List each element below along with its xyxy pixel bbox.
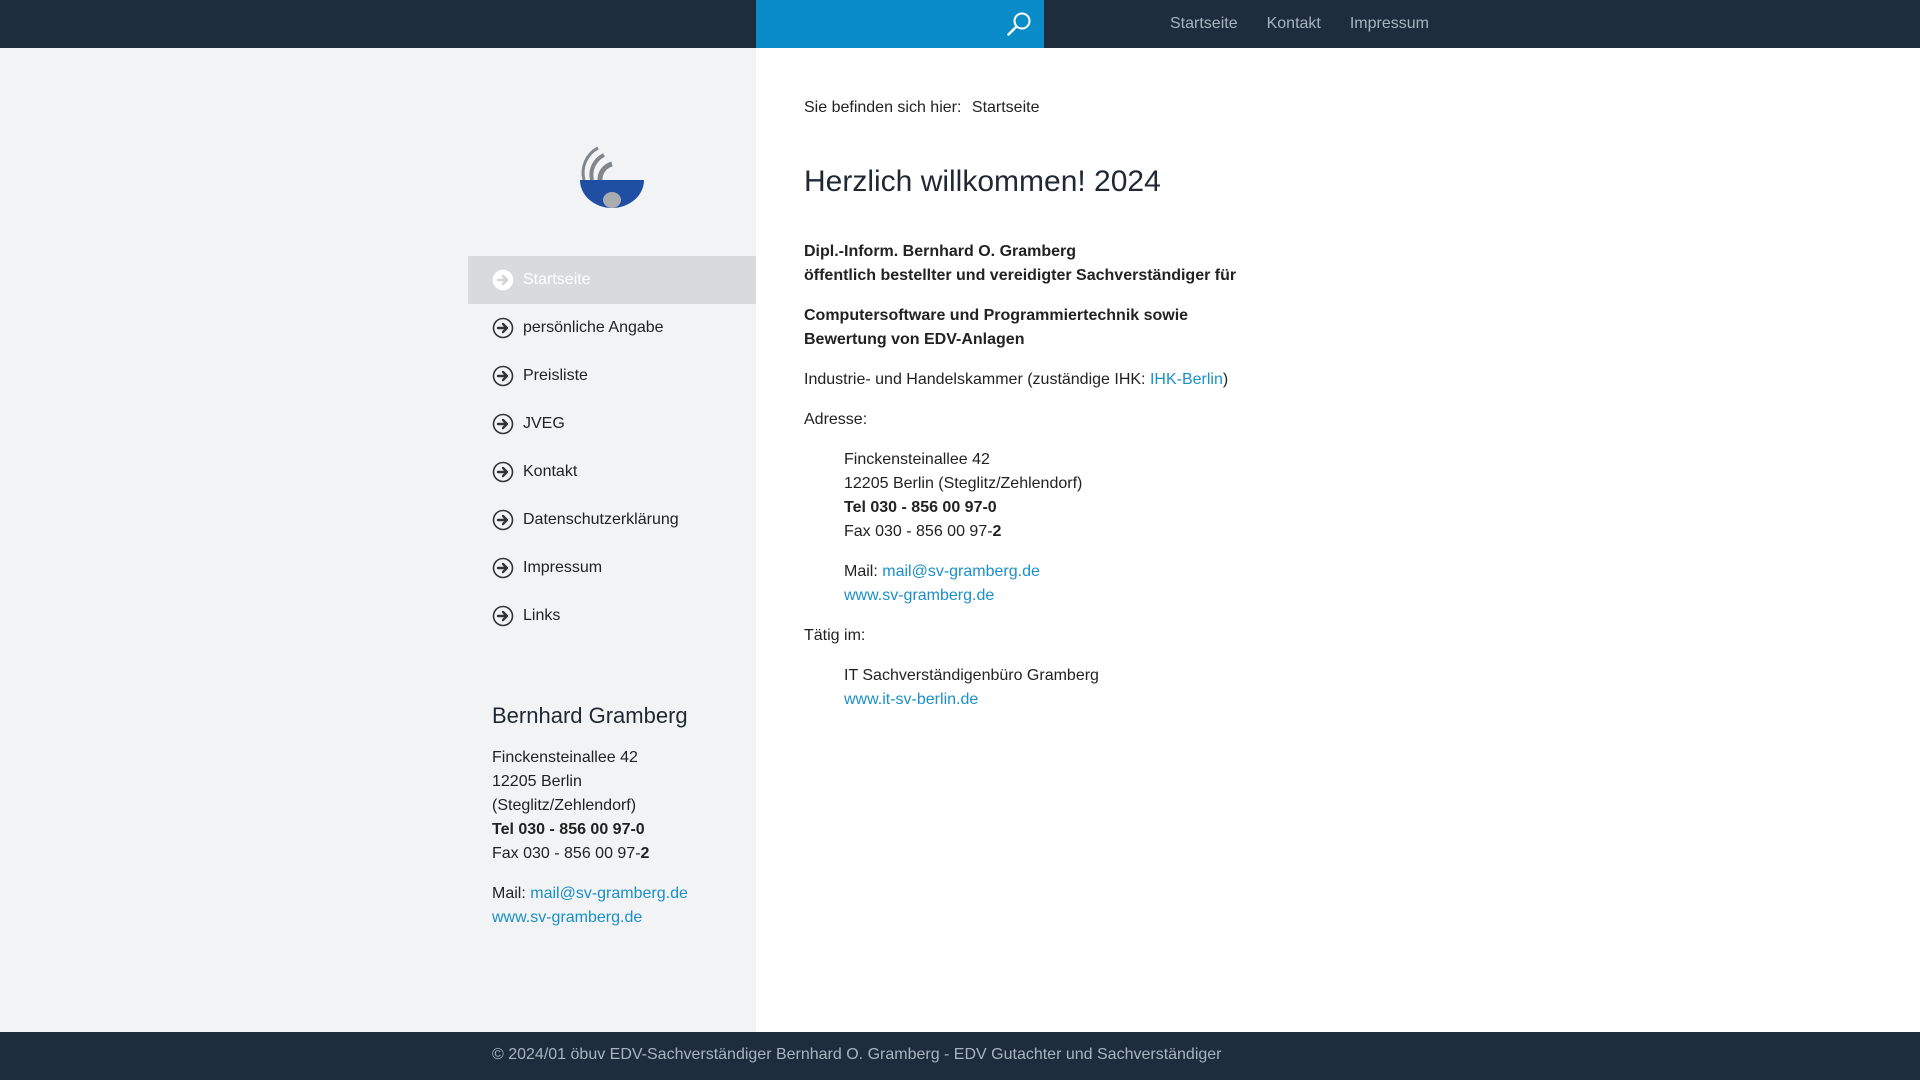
sidebar-item-label: persönliche Angabe: [523, 319, 664, 336]
sidebar-contact-district: (Steglitz/Zehlendorf): [492, 797, 637, 814]
ihk-close: ): [1222, 371, 1229, 388]
breadcrumb-label: Sie befinden sich hier:: [804, 99, 962, 116]
breadcrumb-current: Startseite: [971, 99, 1040, 116]
search-button[interactable]: [1002, 8, 1036, 40]
contact-block: [804, 560, 1404, 608]
sidebar-contact-mail: [492, 882, 742, 906]
address-street: Finckensteinallee 42: [844, 451, 990, 468]
top-nav-impressum[interactable]: Impressum: [1349, 15, 1429, 32]
search-box: [756, 0, 1044, 48]
address-label: Adresse:: [804, 411, 868, 428]
fax-suffix: 2: [992, 523, 1002, 540]
active-label: Tätig im:: [804, 627, 866, 644]
address-block: [804, 448, 1404, 544]
sidebar-contact-fax: [492, 842, 742, 866]
sidebar-item-startseite[interactable]: [468, 256, 756, 304]
address-tel: Tel 030 - 856 00 97-0: [844, 499, 997, 516]
sidebar-item-links[interactable]: [468, 592, 756, 640]
sidebar-contact-tel: Tel 030 - 856 00 97-0: [492, 821, 645, 838]
office-block: [804, 664, 1404, 712]
sidebar-item-label: Preisliste: [523, 367, 588, 384]
field-line-1: Computersoftware und Programmiertechnik sowie: [804, 307, 1189, 324]
sidebar-item-label: Startseite: [523, 271, 591, 288]
sidebar-item-persoenliche-angabe[interactable]: [468, 304, 756, 352]
sidebar-contact: [492, 700, 742, 930]
logo[interactable]: [578, 142, 646, 210]
search-input[interactable]: [756, 0, 996, 48]
arrow-right-circle-icon: [492, 605, 514, 627]
address-fax: [844, 520, 1404, 544]
sidebar-fax-prefix: Fax 030 - 856 00 97-: [492, 845, 641, 862]
sidebar-mail-label: Mail:: [492, 885, 526, 902]
sidebar-item-label: Kontakt: [523, 463, 578, 480]
sidebar-item-impressum[interactable]: [468, 544, 756, 592]
arrow-right-circle-icon: [492, 269, 514, 291]
page-body: [804, 240, 1404, 728]
arrow-right-circle-icon: [492, 365, 514, 387]
sidebar-contact-street: Finckensteinallee 42: [492, 749, 638, 766]
breadcrumb: [804, 96, 1039, 120]
search-icon: [1006, 11, 1032, 37]
page-title: Herzlich willkommen! 2024: [804, 165, 1161, 198]
intro-line-2: öffentlich bestellter und vereidigter Sachverständiger für: [804, 267, 1237, 284]
sidebar-item-label: Datenschutzerklärung: [523, 511, 679, 528]
sidebar-item-jveg[interactable]: [468, 400, 756, 448]
arrow-right-circle-icon: [492, 413, 514, 435]
sidebar-mail-link[interactable]: mail@sv-gramberg.de: [530, 885, 688, 902]
sidebar-item-preisliste[interactable]: [468, 352, 756, 400]
fax-prefix: Fax 030 - 856 00 97-: [844, 523, 993, 540]
sidebar-fax-suffix: 2: [640, 845, 650, 862]
top-nav: [1170, 0, 1458, 48]
sidebar-menu: [468, 256, 756, 640]
mail-link[interactable]: mail@sv-gramberg.de: [882, 563, 1040, 580]
arrow-right-circle-icon: [492, 317, 514, 339]
arrow-right-circle-icon: [492, 557, 514, 579]
sidebar: [0, 48, 756, 1032]
sidebar-item-label: Links: [523, 607, 561, 624]
office-web-link[interactable]: www.it-sv-berlin.de: [844, 691, 979, 708]
sidebar-item-kontakt[interactable]: [468, 448, 756, 496]
footer: [0, 1032, 1920, 1080]
arrow-right-circle-icon: [492, 461, 514, 483]
mail-label: Mail:: [844, 563, 878, 580]
top-navigation-bar: [0, 0, 1920, 48]
sidebar-item-label: JVEG: [523, 415, 565, 432]
sidebar-web-link[interactable]: www.sv-gramberg.de: [492, 909, 643, 926]
ihk-text: Industrie- und Handelskammer (zuständige IHK:: [804, 371, 1150, 388]
sidebar-contact-name: Bernhard Gramberg: [492, 703, 688, 728]
footer-text: © 2024/01 öbuv EDV-Sachverständiger Bernhard O. Gramberg - EDV Gutachter und Sachverständiger: [492, 1046, 1222, 1063]
top-nav-startseite[interactable]: Startseite: [1170, 15, 1238, 32]
office-name: IT Sachverständigenbüro Gramberg: [844, 667, 1099, 684]
intro-line-1: Dipl.-Inform. Bernhard O. Gramberg: [804, 243, 1077, 260]
field-line-2: Bewertung von EDV-Anlagen: [804, 331, 1025, 348]
address-city: 12205 Berlin (Steglitz/Zehlendorf): [844, 475, 1083, 492]
web-link[interactable]: www.sv-gramberg.de: [844, 587, 995, 604]
sidebar-item-label: Impressum: [523, 559, 603, 576]
ihk-line: [804, 368, 1404, 392]
top-nav-kontakt[interactable]: Kontakt: [1266, 15, 1321, 32]
sidebar-item-datenschutzerklaerung[interactable]: [468, 496, 756, 544]
ihk-berlin-link[interactable]: IHK-Berlin: [1149, 371, 1223, 388]
arrow-right-circle-icon: [492, 509, 514, 531]
sidebar-contact-city: 12205 Berlin: [492, 773, 582, 790]
